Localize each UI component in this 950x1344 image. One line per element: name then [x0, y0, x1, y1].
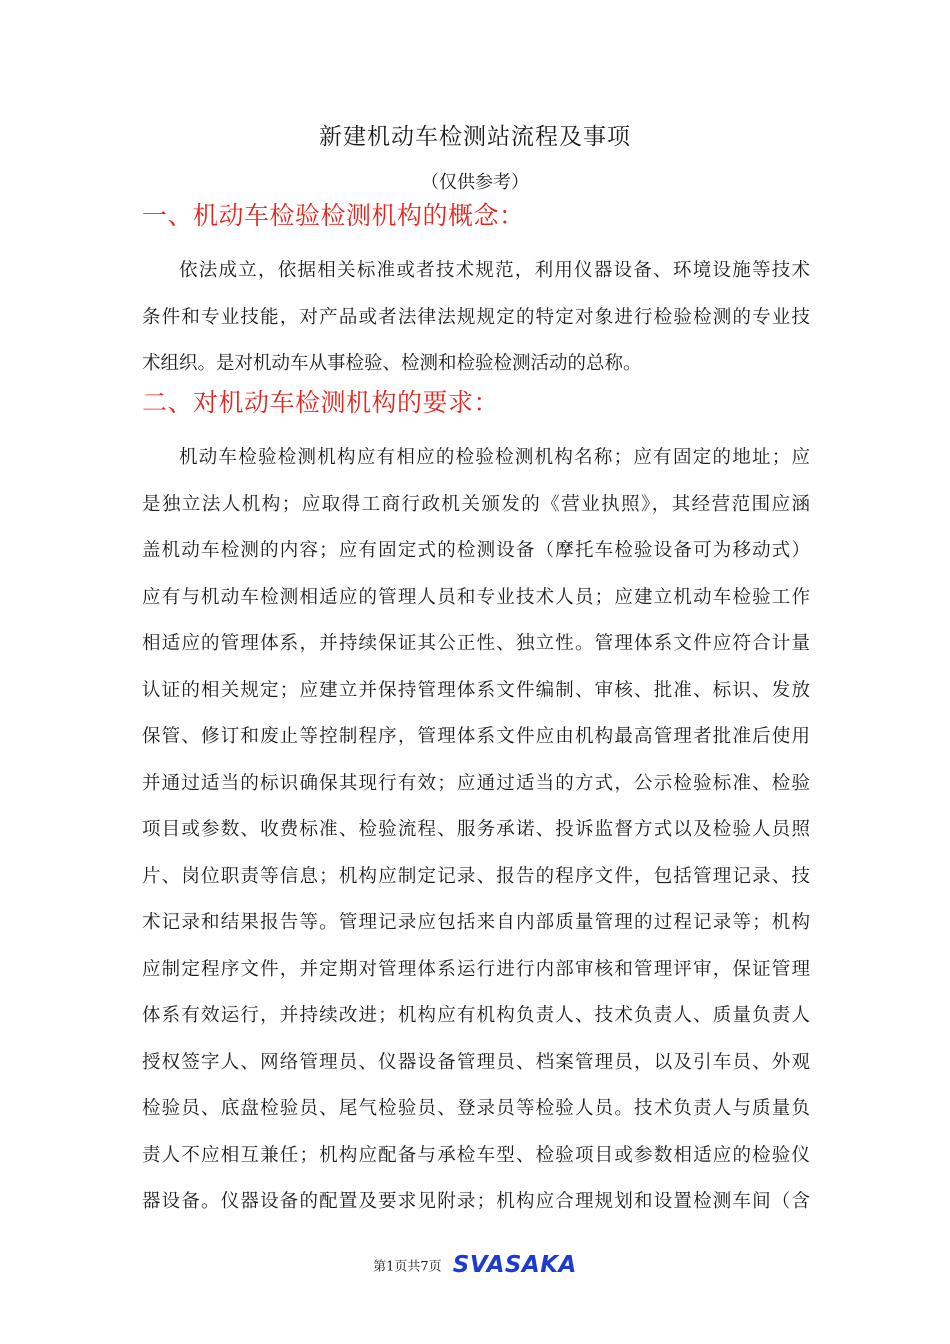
paragraph-line: 认证的相关规定；应建立并保持管理体系文件编制、审核、批准、标识、发放: [142, 679, 810, 701]
page-footer: [0, 1252, 950, 1278]
section-heading-requirements: 二、对机动车检测机构的要求：: [142, 388, 500, 417]
document-title: 新建机动车检测站流程及事项: [319, 124, 631, 150]
paragraph-line: 项目或参数、收费标准、检验流程、服务承诺、投诉监督方式以及检验人员照: [142, 819, 810, 840]
paragraph-line: 并通过适当的标识确保其现行有效；应通过适当的方式，公示检验标准、检验: [142, 772, 810, 794]
paragraph-line: 体系有效运行，并持续改进；机构应有机构负责人、技术负责人、质量负责人: [142, 1005, 810, 1026]
paragraph-line: 应制定程序文件，并定期对管理体系运行进行内部审核和管理评审，保证管理: [142, 958, 810, 980]
page-number: 第1页共7页: [373, 1259, 442, 1275]
paragraph-line: 机动车检验检测机构应有相应的检验检测机构名称；应有固定的地址；应: [179, 447, 810, 468]
paragraph-line: 依法成立，依据相关标准或者技术规范，利用仪器设备、环境设施等技术: [179, 260, 810, 281]
paragraph-line: 应有与机动车检测相适应的管理人员和专业技术人员；应建立机动车检验工作: [142, 586, 810, 608]
paragraph-line: 条件和专业技能，对产品或者法律法规规定的特定对象进行检验检测的专业技: [142, 306, 810, 328]
section-paragraph-concept: [142, 248, 810, 388]
paragraph-line: 保管、修订和废止等控制程序，管理体系文件应由机构最高管理者批准后使用: [142, 726, 810, 747]
paragraph-line: 术记录和结果报告等。管理记录应包括来自内部质量管理的过程记录等；机构: [142, 912, 810, 933]
section-paragraph-requirements: [142, 435, 810, 1226]
document-subtitle: （仅供参考）: [421, 172, 529, 193]
brand-logo: SVASAKA: [452, 1252, 577, 1278]
paragraph-line: 责人不应相互兼任；机构应配备与承检车型、检验项目或参数相适应的检验仪: [142, 1144, 810, 1166]
paragraph-line: 器设备。仪器设备的配置及要求见附录；机构应合理规划和设置检测车间（含: [142, 1191, 810, 1212]
paragraph-line: 片、岗位职责等信息；机构应制定记录、报告的程序文件，包括管理记录、技: [142, 865, 810, 887]
paragraph-line: 授权签字人、网络管理员、仪器设备管理员、档案管理员，以及引车员、外观: [142, 1051, 810, 1073]
paragraph-line: 检验员、底盘检验员、尾气检验员、登录员等检验人员。技术负责人与质量负: [142, 1098, 810, 1119]
paragraph-line: 是独立法人机构；应取得工商行政机关颁发的《营业执照》，其经营范围应涵: [142, 493, 810, 515]
paragraph-line: 盖机动车检测的内容；应有固定式的检测设备（摩托车检验设备可为移动式）: [142, 540, 810, 561]
section-heading-concept: 一、机动车检验检测机构的概念：: [142, 201, 525, 230]
paragraph-line: 相适应的管理体系，并持续保证其公正性、独立性。管理体系文件应符合计量: [142, 633, 810, 654]
paragraph-line: 术组织。是对机动车从事检验、检测和检验检测活动的总称。: [142, 353, 642, 374]
